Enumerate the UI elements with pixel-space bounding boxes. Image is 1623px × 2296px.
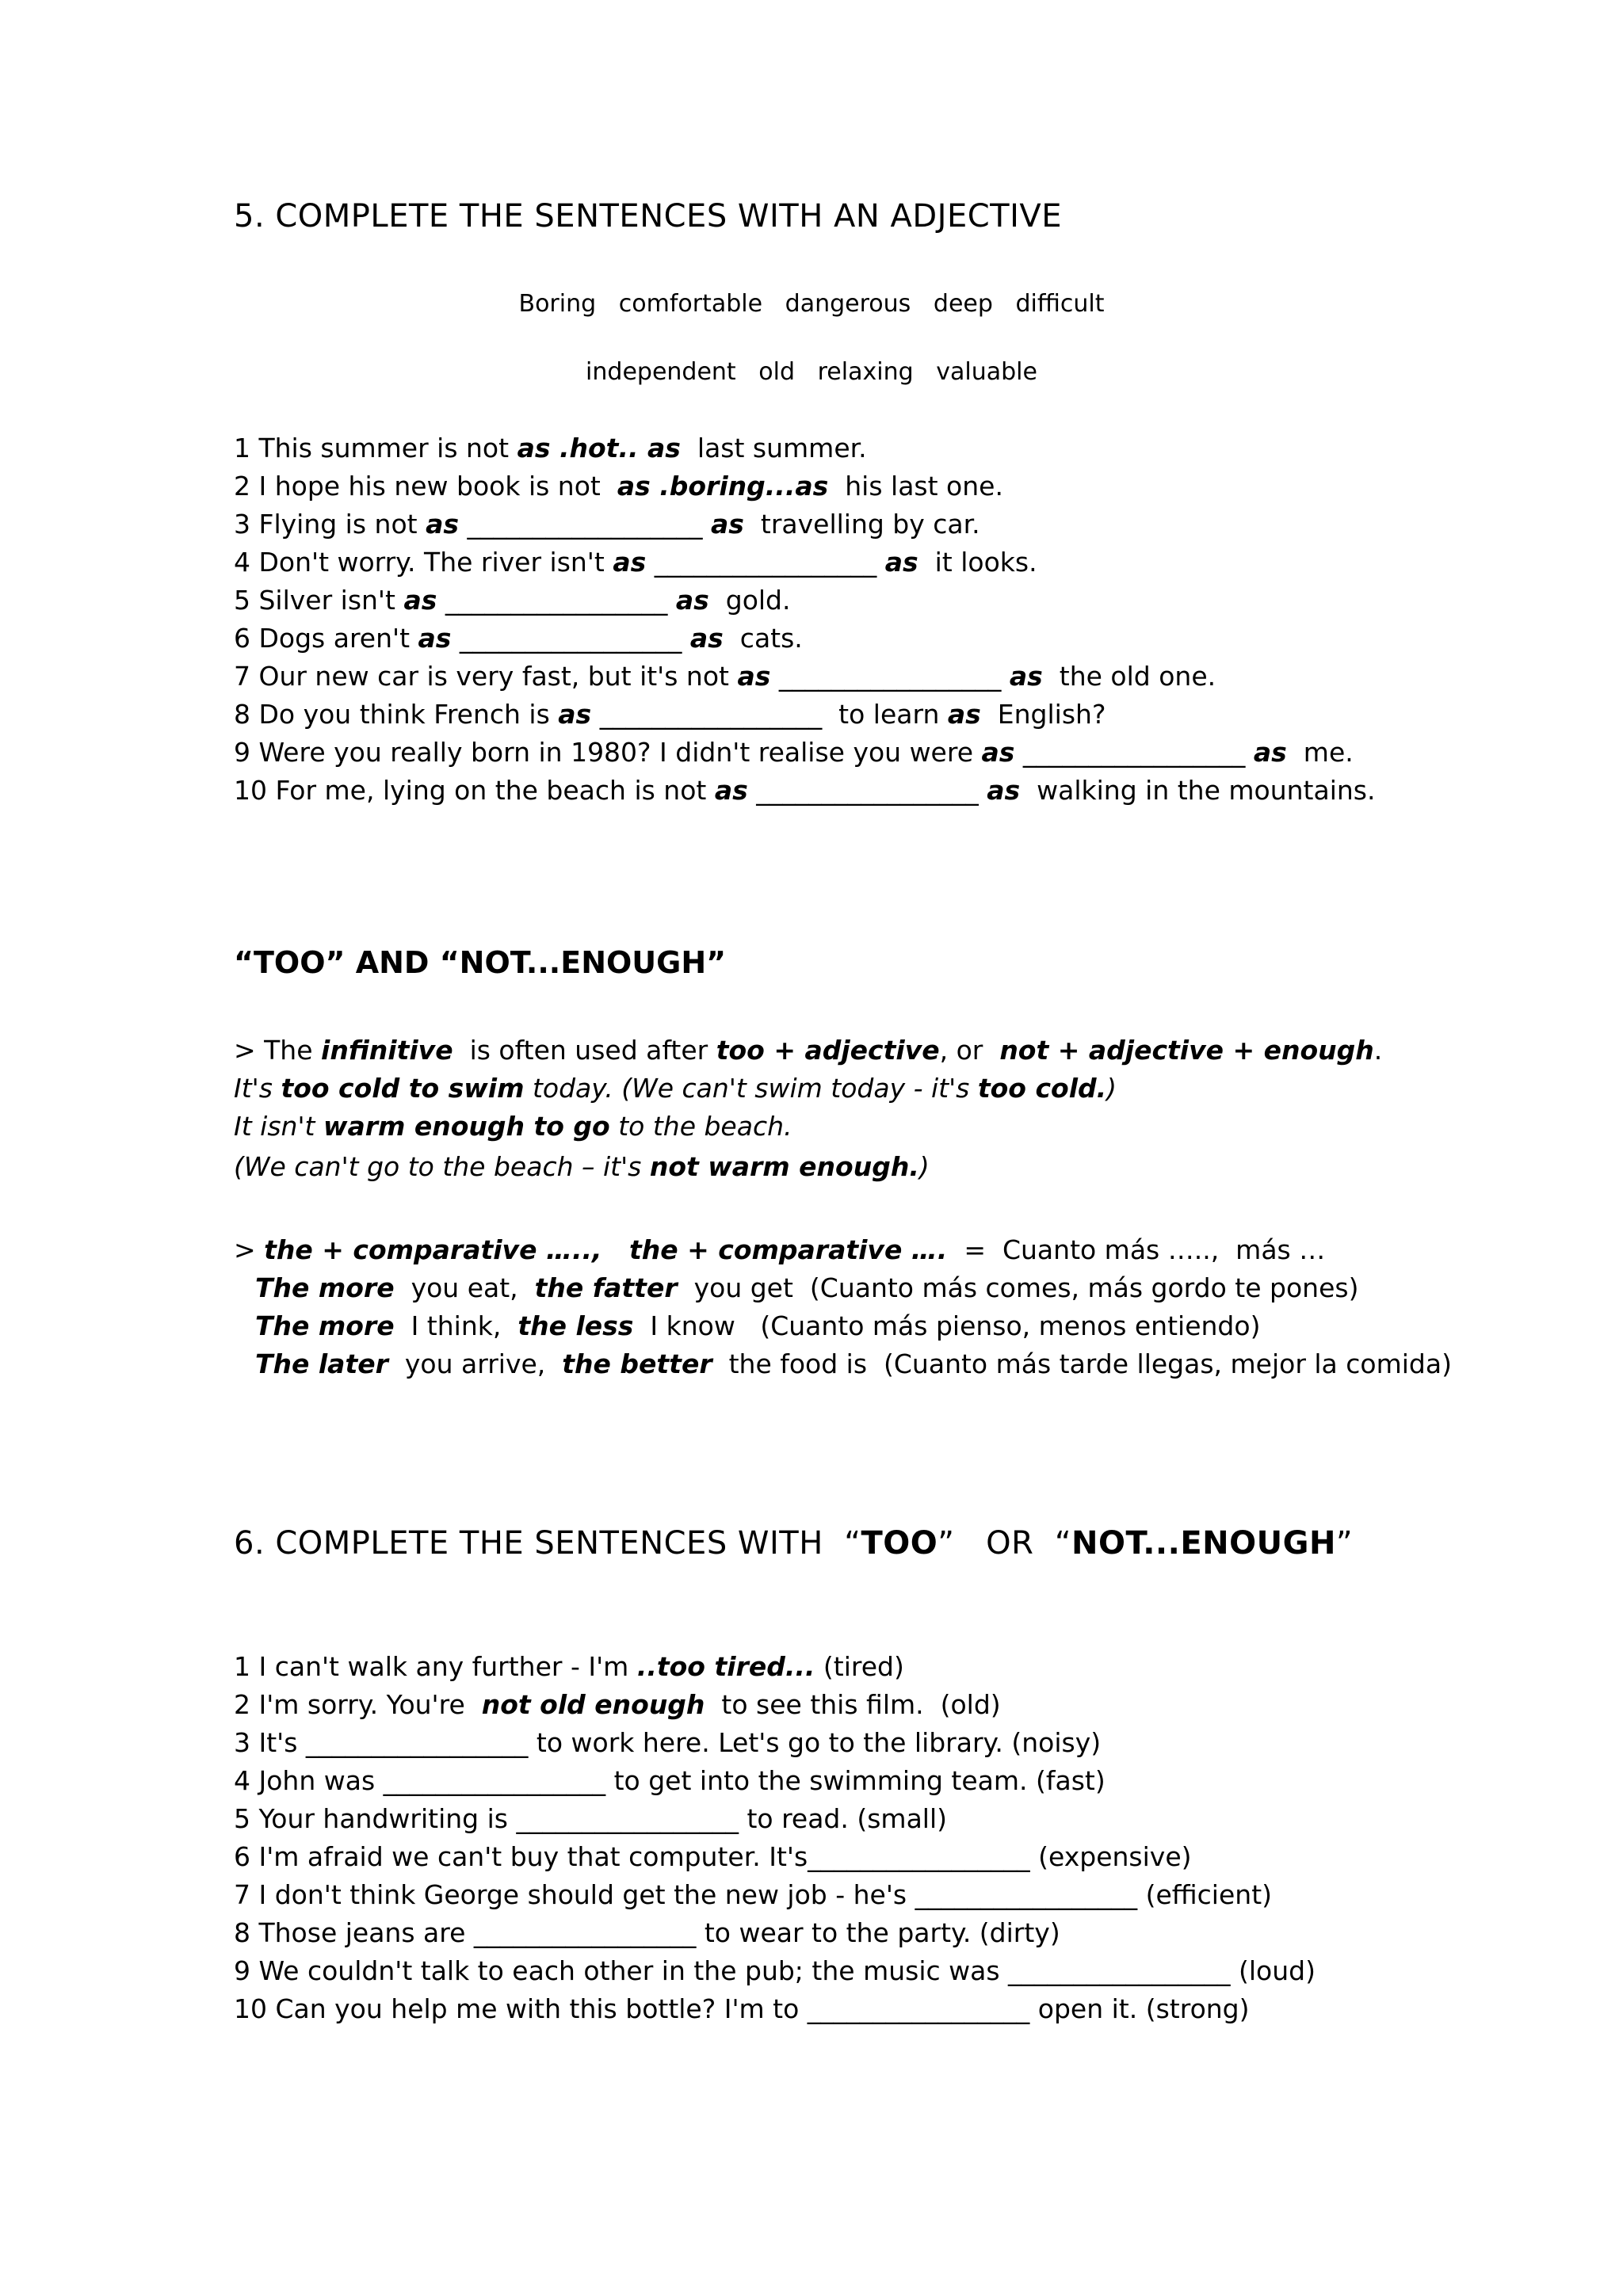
list-item: 4 Don't worry. The river isn't as _________________ as it looks. xyxy=(234,547,1037,578)
list-item: 2 I hope his new book is not as .boring...as his last one. xyxy=(234,471,1003,502)
word-bank-line-1: Boring comfortable dangerous deep difficult xyxy=(518,290,1105,318)
list-item: 7 Our new car is very fast, but it's not as _________________ as the old one. xyxy=(234,661,1216,692)
list-item: 10 For me, lying on the beach is not as _________________ as walking in the mountains. xyxy=(234,775,1376,806)
grammar-rule-comparative: > the + comparative ….., the + comparative …. = Cuanto más ….., más … xyxy=(234,1234,1326,1265)
grammar-example: The more you eat, the fatter you get (Cuanto más comes, más gordo te pones) xyxy=(255,1272,1359,1303)
list-item: 1 I can't walk any further - I'm ..too tired... (tired) xyxy=(234,1651,904,1682)
list-item: 3 It's _________________ to work here. Let's go to the library. (noisy) xyxy=(234,1727,1102,1758)
list-item: 7 I don't think George should get the new job - he's _________________ (efficient) xyxy=(234,1879,1273,1910)
list-item: 1 This summer is not as .hot.. as last summer. xyxy=(234,433,867,463)
list-item: 4 John was _________________ to get into the swimming team. (fast) xyxy=(234,1765,1106,1796)
grammar-example: The more I think, the less I know (Cuanto más pienso, menos entiendo) xyxy=(255,1310,1261,1341)
grammar-heading: “TOO” AND “NOT...ENOUGH” xyxy=(234,945,727,980)
list-item: 8 Do you think French is as _________________ to learn as English? xyxy=(234,699,1106,730)
grammar-example: It isn't warm enough to go to the beach. xyxy=(234,1111,792,1142)
list-item: 6 Dogs aren't as _________________ as cats. xyxy=(234,623,803,654)
list-item: 5 Your handwriting is _________________ to read. (small) xyxy=(234,1803,948,1834)
list-item: 10 Can you help me with this bottle? I'm to _________________ open it. (strong) xyxy=(234,1993,1250,2024)
word-bank-line-2: independent old relaxing valuable xyxy=(586,358,1037,386)
grammar-example: (We can't go to the beach – it's not warm enough.) xyxy=(234,1151,930,1182)
list-item: 8 Those jeans are _________________ to wear to the party. (dirty) xyxy=(234,1917,1060,1948)
grammar-rule-infinitive: > The infinitive is often used after too + adjective, or not + adjective + enough. xyxy=(234,1035,1383,1066)
list-item: 3 Flying is not as __________________ as travelling by car. xyxy=(234,509,980,540)
section6-title: 6. COMPLETE THE SENTENCES WITH “TOO” OR “NOT...ENOUGH” xyxy=(234,1525,1354,1562)
list-item: 9 We couldn't talk to each other in the pub; the music was _________________ (loud) xyxy=(234,1955,1316,1986)
grammar-example: The later you arrive, the better the food is (Cuanto más tarde llegas, mejor la comida) xyxy=(255,1348,1452,1379)
list-item: 9 Were you really born in 1980? I didn't realise you were as _________________ as me. xyxy=(234,737,1354,768)
list-item: 6 I'm afraid we can't buy that computer. It's_________________ (expensive) xyxy=(234,1841,1192,1872)
section5-title: 5. COMPLETE THE SENTENCES WITH AN ADJECTIVE xyxy=(234,198,1063,235)
list-item: 5 Silver isn't as _________________ as gold. xyxy=(234,585,791,616)
list-item: 2 I'm sorry. You're not old enough to see this film. (old) xyxy=(234,1689,1001,1720)
grammar-example: It's too cold to swim today. (We can't swim today - it's too cold.) xyxy=(234,1073,1117,1104)
